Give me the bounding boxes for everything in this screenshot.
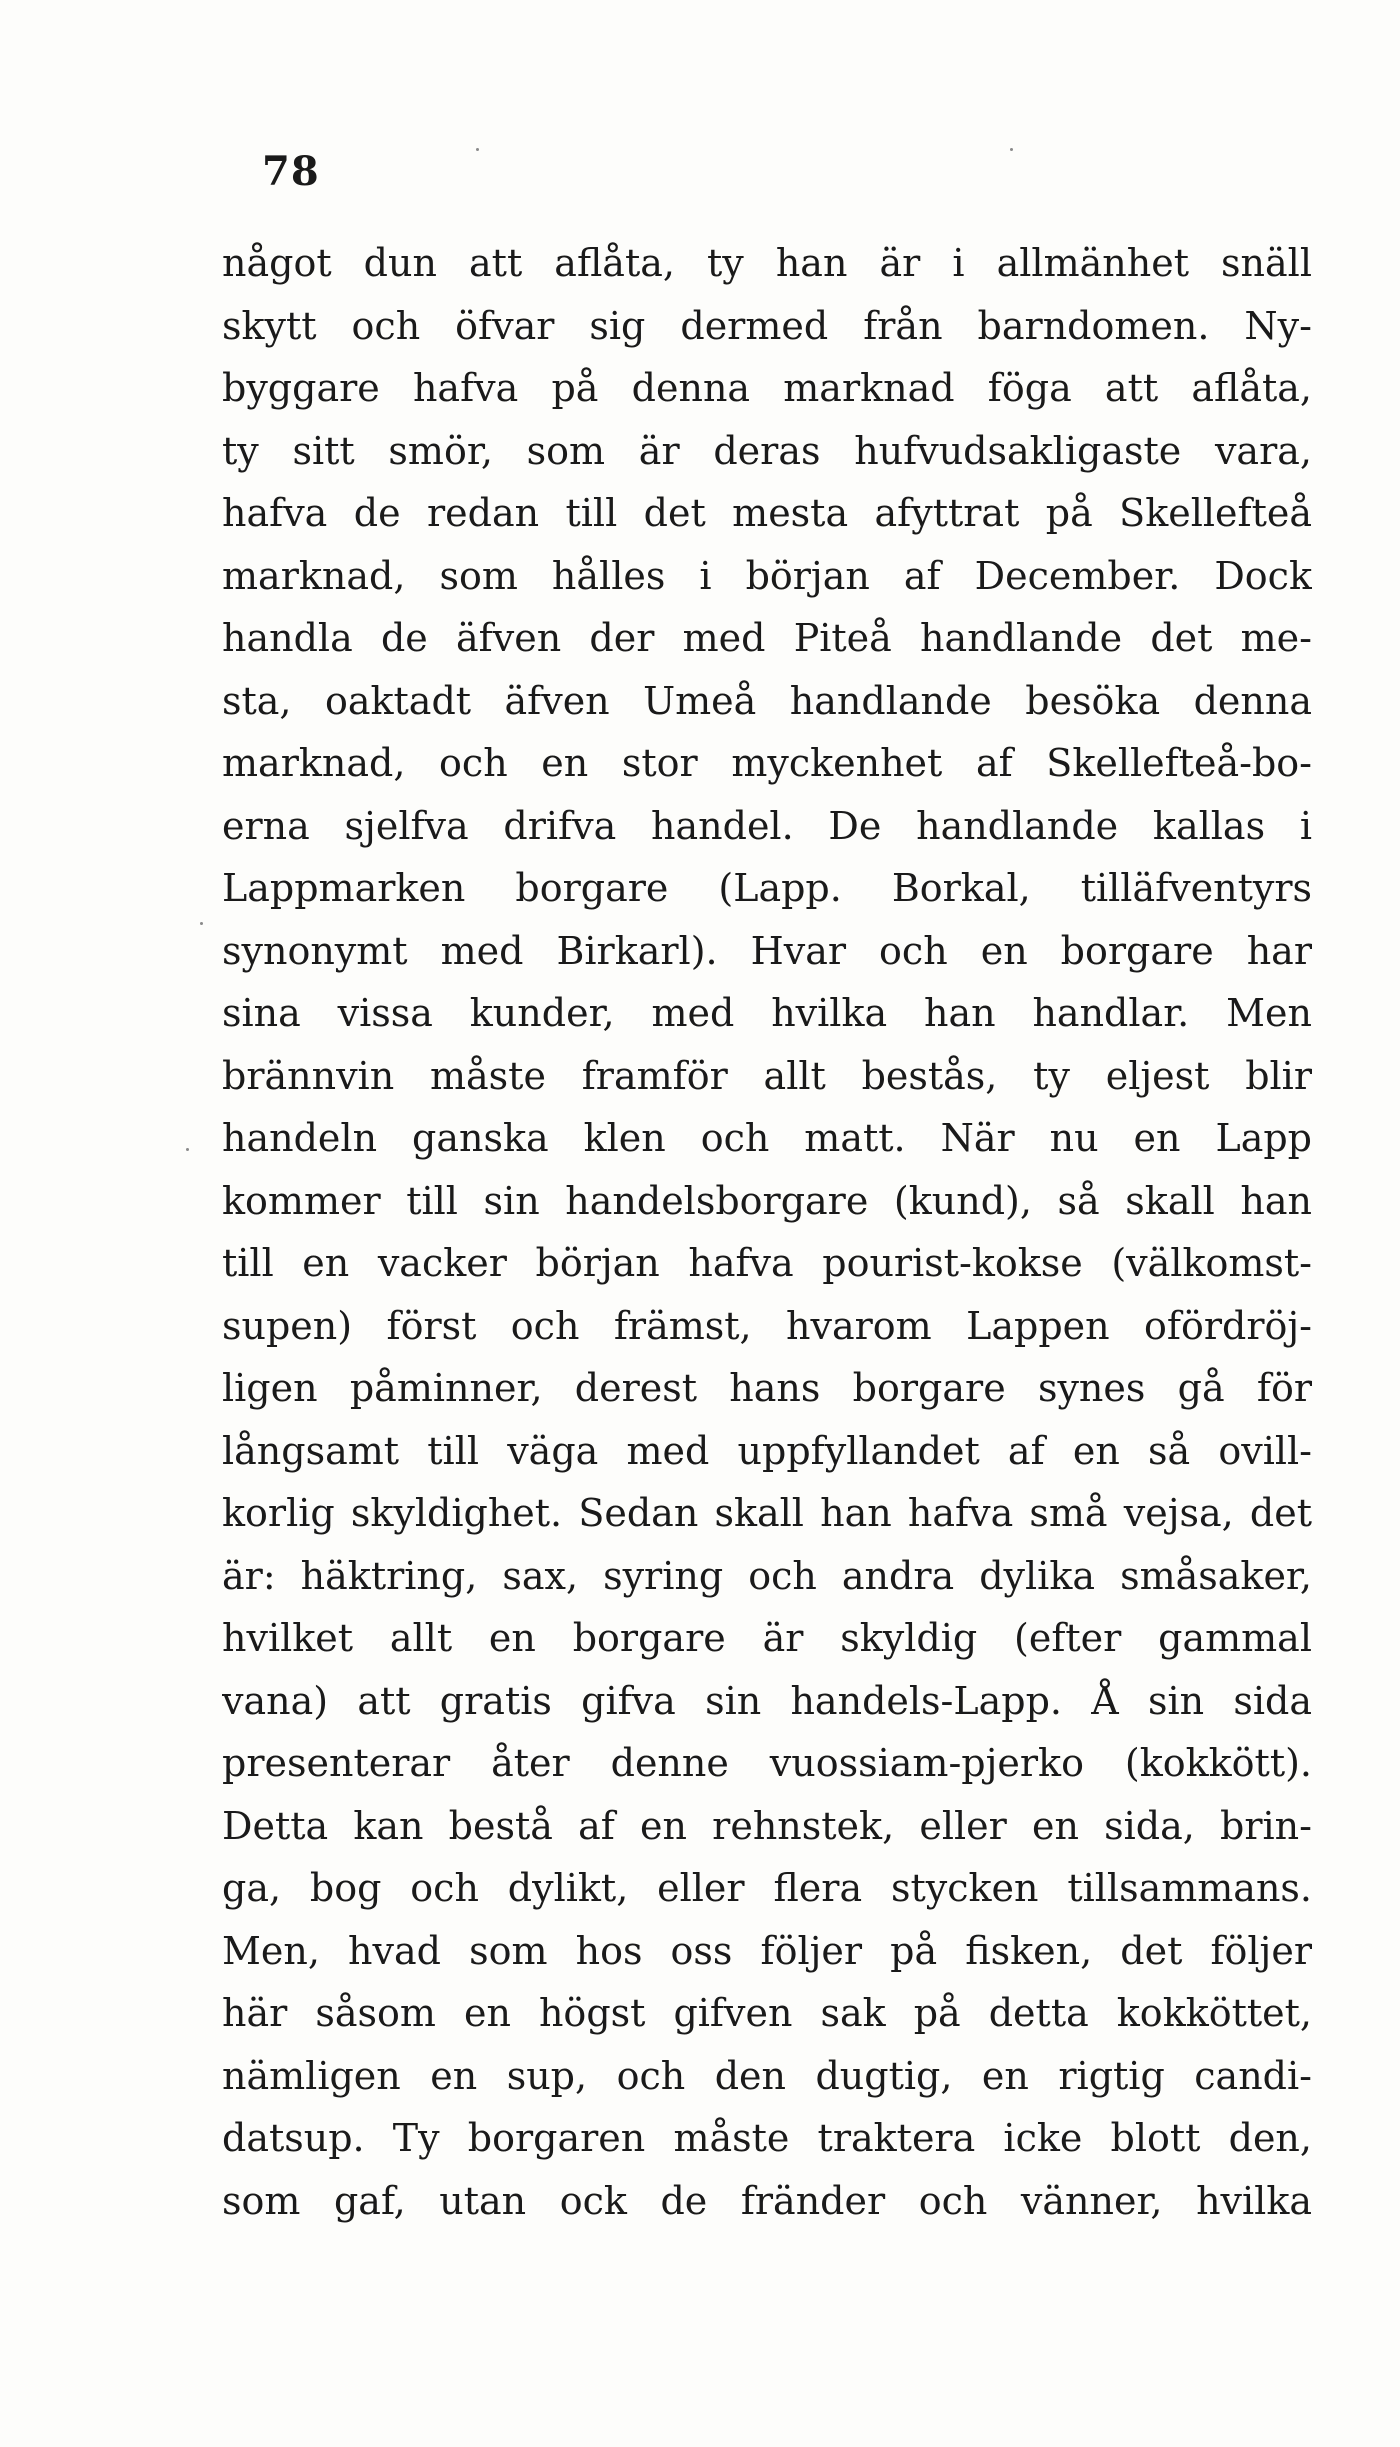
paper-speck xyxy=(476,148,479,151)
text-line: synonymt med Birkarl). Hvar och en borgare har xyxy=(222,928,1312,973)
text-line: ligen påminner, derest hans borgare synes gå för xyxy=(222,1366,1312,1410)
text-line: marknad, som hålles i början af December. Dock xyxy=(222,553,1312,598)
text-line: sina vissa kunder, med hvilka han handlar. Men xyxy=(222,991,1312,1035)
text-line: hvilket allt en borgare är skyldig (efter gammal xyxy=(222,1616,1312,1660)
text-line: som gaf, utan ock de fränder och vänner, hvilka xyxy=(222,2178,1312,2223)
text-line: sta, oaktadt äfven Umeå handlande besöka denna xyxy=(222,678,1312,723)
text-line: skytt och öfvar sig dermed från barndomen. Ny- xyxy=(222,303,1312,348)
text-line: nämligen en sup, och den dugtig, en rigtig candi- xyxy=(222,2053,1312,2098)
page-number: 78 xyxy=(262,148,320,195)
text-line: hafva de redan till det mesta afyttrat på Skellefteå xyxy=(222,491,1312,535)
text-line: handeln ganska klen och matt. När nu en Lapp xyxy=(222,1116,1312,1160)
paper-speck xyxy=(1010,148,1013,151)
text-line: långsamt till väga med uppfyllandet af en så ovill- xyxy=(222,1428,1312,1473)
text-line: byggare hafva på denna marknad föga att aflåta, xyxy=(222,366,1312,410)
text-line: erna sjelfva drifva handel. De handlande kallas i xyxy=(222,803,1312,848)
text-line: ga, bog och dylikt, eller flera stycken tillsammans. xyxy=(222,1866,1312,1910)
text-line: ty sitt smör, som är deras hufvudsakligaste vara, xyxy=(222,428,1312,473)
text-line: marknad, och en stor myckenhet af Skellefteå-bo- xyxy=(222,741,1312,785)
text-line: här såsom en högst gifven sak på detta kokköttet, xyxy=(222,1991,1312,2035)
body-text xyxy=(222,232,1312,2232)
text-line: till en vacker början hafva pourist-kokse (välkomst- xyxy=(222,1241,1312,1285)
text-line: korlig skyldighet. Sedan skall han hafva små vejsa, det xyxy=(222,1491,1312,1535)
text-line: Lappmarken borgare (Lapp. Borkal, tilläfventyrs xyxy=(222,866,1312,910)
text-line: kommer till sin handelsborgare (kund), så skall han xyxy=(222,1178,1312,1223)
text-line: supen) först och främst, hvarom Lappen ofördröj- xyxy=(222,1303,1312,1348)
text-line: är: häktring, sax, syring och andra dylika småsaker, xyxy=(222,1553,1312,1598)
paper-speck xyxy=(186,1148,189,1151)
paper-speck xyxy=(200,922,203,925)
text-line: något dun att aflåta, ty han är i allmänhet snäll xyxy=(222,241,1312,285)
text-line: brännvin måste framför allt bestås, ty eljest blir xyxy=(222,1053,1312,1098)
text-line: handla de äfven der med Piteå handlande det me- xyxy=(222,616,1312,660)
text-line: Detta kan bestå af en rehnstek, eller en sida, brin- xyxy=(222,1803,1312,1848)
text-line: Men, hvad som hos oss följer på fisken, det följer xyxy=(222,1928,1312,1973)
text-line: vana) att gratis gifva sin handels-Lapp. Å sin sida xyxy=(222,1678,1312,1723)
text-line: datsup. Ty borgaren måste traktera icke blott den, xyxy=(222,2116,1312,2160)
text-line: presenterar åter denne vuossiam-pjerko (kokkött). xyxy=(222,1741,1312,1785)
